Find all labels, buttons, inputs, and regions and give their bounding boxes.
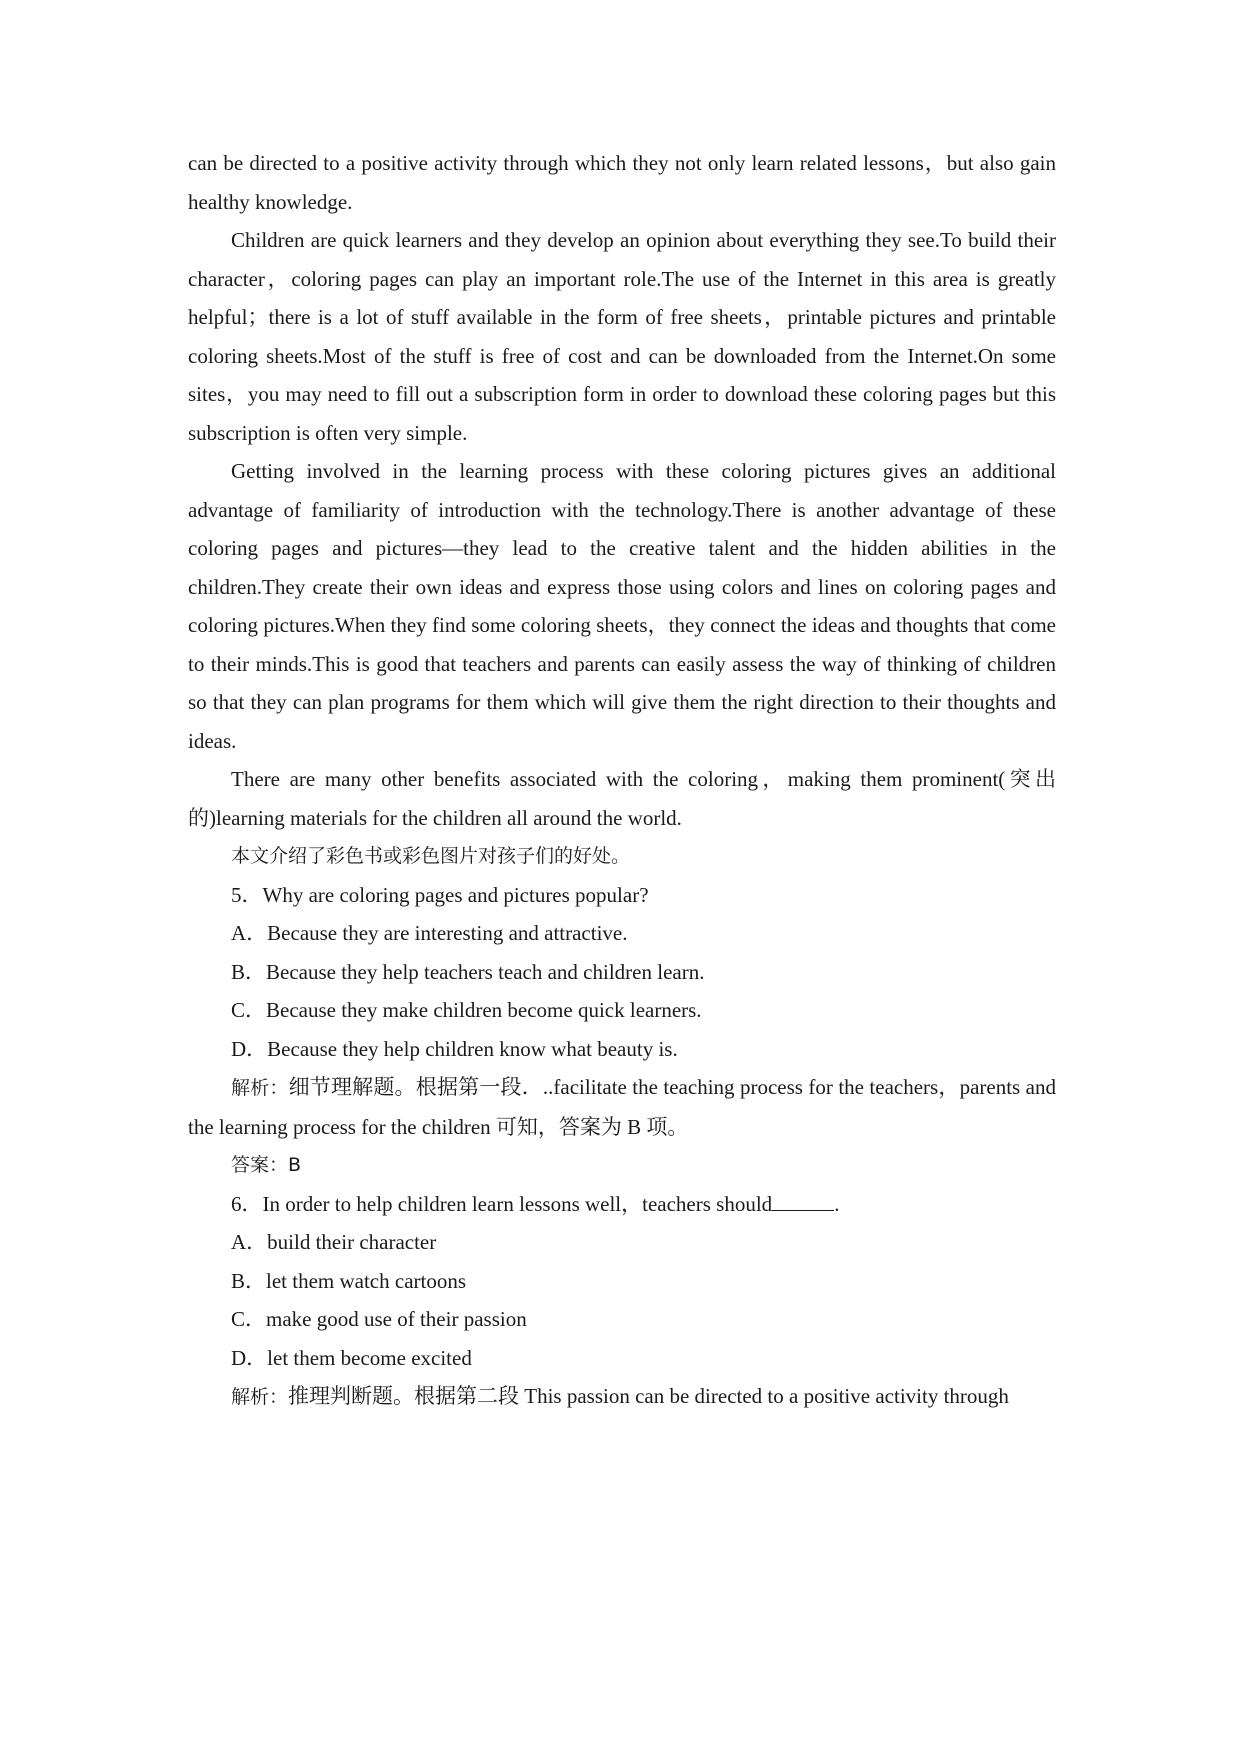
question-6-option-a: A．build their character	[231, 1230, 437, 1254]
paragraph-children-learners: Children are quick learners and they develop an opinion about everything they see.To build their character，coloring pages can play an important role.The use of the Internet in this area is greatly helpful；there is a lot of stuff available in the form of free sheets，printable pictures and printable coloring sheets.Most of the stuff is free of cost and can be downloaded from the Internet.On some sites，you may need to fill out a subscription form in order to download these coloring pages but this subscription is often very simple.	[188, 228, 1056, 445]
analysis-text: 推理判断题。根据第二段 This passion can be directed to a positive activity through	[288, 1384, 1009, 1408]
question-5: 5．Why are coloring pages and pictures popular?	[231, 882, 649, 907]
question-6	[188, 1185, 1056, 1224]
question-5-analysis	[188, 1068, 1056, 1146]
answer-blank	[772, 1192, 834, 1211]
article-summary: 本文介绍了彩色书或彩色图片对孩子们的好处。	[231, 845, 631, 867]
analysis-label: 解析：	[231, 1077, 289, 1099]
question-5-option-b: B．Because they help teachers teach and children learn.	[231, 959, 705, 984]
analysis-label: 解析：	[231, 1386, 289, 1408]
paragraph-learning-process: Getting involved in the learning process with these coloring pictures gives an additional advantage of familiarity of introduction with the technology.There is another advantage of these coloring pages and pictures—they lead to the creative talent and the hidden abilities in the children.They create their own ideas and express those using colors and lines on coloring pages and coloring pictures.When they find some coloring sheets，they connect the ideas and thoughts that come to their minds.This is good that teachers and parents can easily assess the way of thinking of children so that they can plan programs for them which will give them the right direction to their thoughts and ideas.	[188, 459, 1056, 753]
paragraph-other-benefits: There are many other benefits associated with the coloring，making them prominent(突出的)learning materials for the children all around the world.	[188, 767, 1056, 830]
analysis-text: 细节理解题。根据第一段．..facilitate the teaching process for the teachers，parents and the learning process for the children 可知，答案为 B 项。	[188, 1075, 1056, 1139]
question-6-option-b: B．let them watch cartoons	[231, 1268, 467, 1293]
question-5-option-c: C．Because they make children become quick learners.	[231, 998, 702, 1022]
document-page	[188, 144, 1056, 1417]
question-5-option-d: D．Because they help children know what beauty is.	[231, 1036, 678, 1061]
question-6-option-c: C．make good use of their passion	[231, 1307, 527, 1331]
question-5-option-a: A．Because they are interesting and attractive.	[231, 921, 628, 945]
question-6-option-d: D．let them become excited	[231, 1345, 472, 1370]
question-5-answer: 答案：B	[231, 1154, 302, 1176]
question-6-analysis	[188, 1377, 1056, 1417]
paragraph-continued: can be directed to a positive activity through which they not only learn related lessons，but also gain healthy knowledge.	[188, 151, 1056, 214]
question-6-text: 6．In order to help children learn lessons well，teachers should	[231, 1191, 773, 1216]
question-6-end: .	[834, 1191, 840, 1216]
